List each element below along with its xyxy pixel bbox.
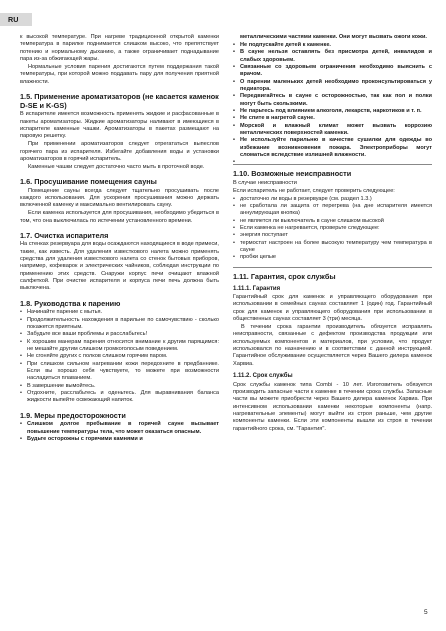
list-item: • В сауне нельзя оставлять без присмотра детей, инвалидов и слабых здоровьем. xyxy=(233,49,432,64)
section-heading-1-5: 1.5. Применение ароматизаторов (не касается каменок D-SE и K-GS) xyxy=(20,91,219,110)
list-item: • Не используйте парильню в качестве сушилки для одежды во избежание возникновения пожара. Электроприборы могут сломаться вследствие излишней влажности. xyxy=(233,137,432,159)
list-item: • Слишком долгое пребывание в горячей сауне вызывает повышение температуры тела, что может оказаться опасным. xyxy=(20,421,219,436)
list-item: • В завершение вымойтесь. xyxy=(20,383,219,390)
paragraph: Если каменка используется для просушивания, необходимо убедиться в том, что она выключилась по истечении установленного времени. xyxy=(20,210,219,224)
warnings-list xyxy=(20,421,219,443)
list-item: • Отдохните, расслабьтесь и оденьтесь. Для выравнивания баланса жидкости выпейте освежающий напиток. xyxy=(20,390,219,405)
list-item: • При слишком сильном нагревании кожи передохните в предбаннике. Если вы хорошо себя чувствуете, то можете при возможности насладиться плаванием. xyxy=(20,361,219,383)
list-item: • К хорошим манерам парения относится внимание к другим парящимся: не мешайте другим слишком громкоголосым поведением. xyxy=(20,339,219,354)
section-heading-1-6: 1.6. Просушивание помещения сауны xyxy=(20,177,157,187)
paragraph: к высокой температуре. При нагреве традиционной открытой каменки температура в парилке поднимается слишком высоко, что препятствует потению и нормальному дыханию, а также ограничивает поднадывание пара из-за обжигающей жары. xyxy=(20,34,219,63)
section-heading-1-11-1: 1.11.1. Гарантия xyxy=(233,285,281,292)
section-heading-1-11-2: 1.11.2. Срок службы xyxy=(233,373,293,380)
paragraph: Помещение сауны всегда следует тщательно просушивать после каждого использования. Для ускорения просушивания можно держать включенной каменку и максимально вентилировать сауну. xyxy=(20,187,219,209)
right-column xyxy=(233,34,432,433)
paragraph: Гарантийный срок для каменок и управляющего оборудования при использовании в семейных саунах составляет 1 (один) год. Гарантийный срок для каменок и управляющего оборудования при использовании в общественных саунах составляет 3 (три) месяца. xyxy=(233,294,432,323)
paragraph: Нормальные условия парения достигаются путем поддержания такой температуры, при которой можно поддавать пару для получения приятной влажности. xyxy=(20,63,219,85)
list-item: • Не парьтесь под влиянием алкоголя, лекарств, наркотиков и т. п. xyxy=(233,108,432,115)
list-item: • Продолжительность нахождения в парильне по самочувствию - сколько покажется приятным. xyxy=(20,317,219,332)
warnings-list-continued xyxy=(233,42,432,160)
section-heading-1-7: 1.7. Очистка испарителя xyxy=(20,230,109,240)
list-item: • Не подпускайте детей к каменке. xyxy=(233,42,432,49)
paragraph: При применении ароматизаторов следует отрегататься выпеслов горячего пара из испарителя. Избегайте добавления воды и установки ароматизаторов в горячий испаритель. xyxy=(20,141,219,162)
list-item: • Связанные со здоровьем ограничения необходимо выяснить с врачом. xyxy=(233,64,432,79)
list-item: • пробки целые xyxy=(233,254,432,261)
paragraph: В случае неисправности xyxy=(233,179,297,186)
paragraph: Если испаритель не работает, следует проверить следующее: xyxy=(233,187,395,194)
list-item: • не сработала ли защита от перегрева (на дне испарителя имеется аннулирующая кнопка) xyxy=(233,203,432,218)
list-item: • Если каменка не нагревается, проверьте следующее: xyxy=(233,225,432,232)
paragraph: Срок службы каменок типа Combi - 10 лет. Изготовитель обязуется производить запасные части к каменке в течении срока службы. Запасные части вы можете приобрести через Вашего дилера каменок Харвиа. При интенсивном использовании каменки некоторые компоненты (напр. нагревательные элементы) могут выйти из строя раньше, чем другие компоненты каменки. Если эти компоненты вышли из строя в течении гарантийного срока, см. "Гарантия". xyxy=(233,381,432,432)
list-item: • Будьте осторожны с горячими камнями и xyxy=(20,436,219,443)
paragraph: Каменные чашки следует достаточно часто мыть в проточной воде. xyxy=(28,163,205,170)
paragraph: В испарителе имеется возможность применять жидкие и расфасованные в пакеты ароматизаторы. Жидкие ароматизаторы наливают в имеющиеся в испарителе каменные чашки. Ароматизаторы в пакетах размещают на паровую решетку. xyxy=(20,111,219,140)
paragraph: На стенках резервуара для воды осаждаются находящиеся в воде примеси, такие, как известь. Для удаления известкового налета можно применять средства для удаления известкового налета со стенок бытовых приборов, например, кофеварок и электрических чайников, соблюдая инструкции по применению этих средств. Снаружи корпус печи очищают влажной салфеткой. При очистке испарителя и корпуса печи печь должна быть выключена. xyxy=(20,241,219,292)
language-tab: RU xyxy=(0,13,32,26)
list-item: • термостат настроен на более высокую температуру чем температура в сауне xyxy=(233,240,432,255)
list-item: • Начинайте парение с мытья. xyxy=(20,309,219,316)
page-number: 5 xyxy=(424,609,428,616)
section-heading-1-8: 1.8. Руководства к парению xyxy=(20,298,121,308)
list-item: • не является ли выключатель в сауне слишком высокой xyxy=(233,218,432,225)
faults-list xyxy=(233,196,432,262)
list-item: • энергия поступает xyxy=(233,232,432,239)
paragraph: металлическими частями каменки. Они могут вызвать ожоги кожи. xyxy=(240,34,427,40)
list-item: • Не сгоняйте других с полков слишком горячим паром. xyxy=(20,353,219,360)
list-item: • Передвигайтесь в сауне с осторожностью, так как пол и полки могут быть скользкими. xyxy=(233,93,432,108)
sauna-tips-list xyxy=(20,309,219,404)
section-heading-1-10: 1.10. Возможные неисправности xyxy=(233,164,432,178)
section-heading-1-11: 1.11. Гарантия, срок службы xyxy=(233,267,432,281)
list-item: • Морской и влажный климат может вызвать коррозию металлических поверхностей каменки. xyxy=(233,123,432,138)
list-item: • достаточно ли воды в резервуаре (см. раздел 1.3.) xyxy=(233,196,432,203)
paragraph: В течении срока гарантии производитель обязуется исправлять неисправности, связанные с дефектом производства продукции или используемых компонентов и материалов, при условии, что продукт использовался по назначению и в соответствии с данной инструкцией. Гарантийное обслуживание осуществляется через Вашего дилера каменок Харвиа. xyxy=(233,324,432,367)
list-item: • Забудьте все ваши проблемы и расслабьтесь! xyxy=(20,331,219,338)
left-column xyxy=(20,34,219,443)
list-item: • Не спите в нагретой сауне. xyxy=(233,115,432,122)
list-item: • О парении маленьких детей необходимо проконсультироваться у педиатора. xyxy=(233,79,432,94)
section-heading-1-9: 1.9. Меры предосторожности xyxy=(20,410,126,420)
